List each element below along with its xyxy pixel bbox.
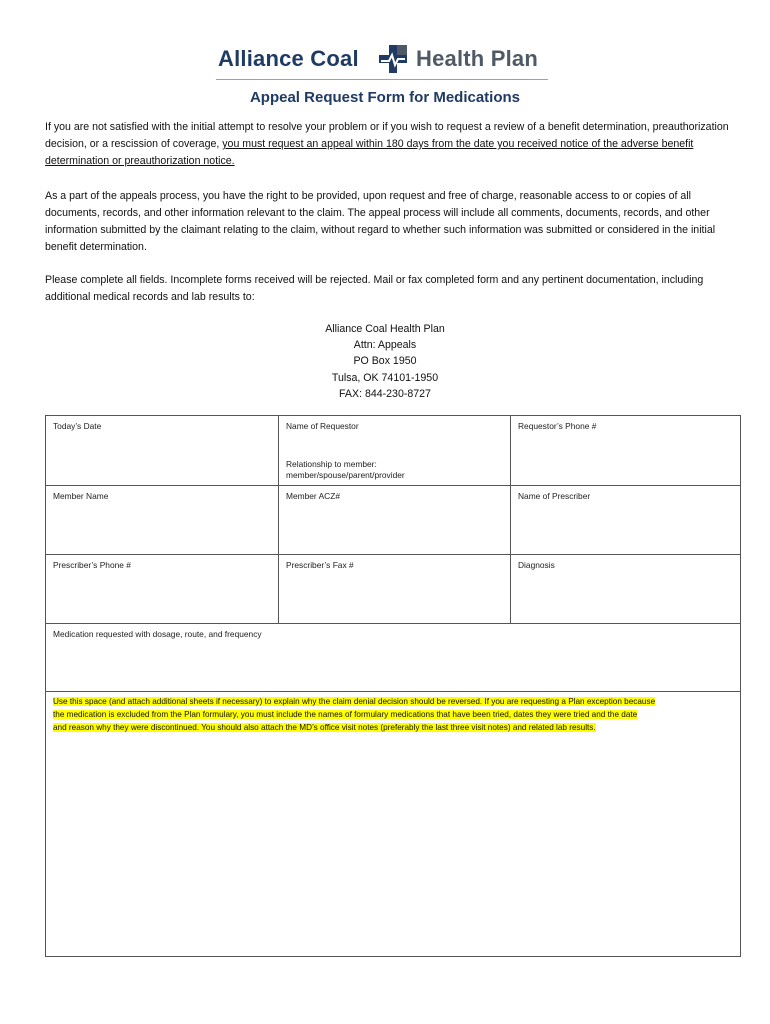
requestor-name-field[interactable] — [279, 416, 510, 485]
relationship-options: member/spouse/parent/provider — [286, 470, 405, 480]
prescriber-name-label: Name of Prescriber — [518, 491, 591, 501]
logo-divider — [216, 79, 548, 80]
diagnosis-label: Diagnosis — [518, 560, 555, 570]
prescriber-fax-field[interactable] — [279, 555, 510, 623]
todays-date-field[interactable] — [46, 416, 278, 485]
intro-paragraph — [45, 119, 735, 170]
requestor-name-label: Name of Requestor — [286, 421, 359, 431]
address-line: PO Box 1950 — [353, 355, 417, 368]
medication-requested-label: Medication requested with dosage, route, and frequency — [53, 629, 262, 639]
explanation-line: Use this space (and attach additional sheets if necessary) to explain why the claim denial decision should be reversed. If you are requesting a Plan exception because — [53, 697, 656, 706]
explanation-line: the medication is excluded from the Plan formulary, you must include the names of formulary medications that have been tried, dates they were tried and the date — [53, 710, 638, 719]
relationship-label: Relationship to member: — [286, 459, 377, 469]
explanation-line: and reason why they were discontinued. You should also attach the MD’s office visit notes (preferably the last three visit notes) and related lab results. — [53, 723, 596, 732]
intro-text: If you are not satisfied with the initial attempt to resolve your problem or if you wish to request a review of a benefit determination, preauthorization decision, or a rescission of coverage, — [45, 121, 729, 150]
diagnosis-field[interactable] — [511, 555, 740, 623]
prescriber-phone-label: Prescriber’s Phone # — [53, 560, 131, 570]
mailing-address — [0, 321, 770, 402]
member-acz-label: Member ACZ# — [286, 491, 340, 501]
prescriber-fax-label: Prescriber’s Fax # — [286, 560, 354, 570]
page-title: Appeal Request Form for Medications — [249, 89, 521, 106]
instructions-paragraph: Please complete all fields. Incomplete forms received will be rejected. Mail or fax completed form and any pertinent documentation, including additional medical records and lab results to: — [45, 274, 704, 303]
intro-deadline-text: you must request an appeal within 180 days from the date you received notice of the adverse benefit determination or preauthorization notice. — [45, 138, 694, 167]
plan-cross-icon — [378, 44, 408, 74]
prescriber-name-field[interactable] — [511, 486, 740, 554]
address-line: Attn: Appeals — [353, 339, 417, 352]
appeals-rights-paragraph: As a part of the appeals process, you have the right to be provided, upon request and free of charge, reasonable access to or copies of all documents, records, and other information relevant to the claim. The appeal process will include all comments, documents, records, and other information submitted by the claimant relating to the claim, without regard to whether such information was submitted or considered in the initial benefit determination. — [45, 190, 716, 253]
address-line: Alliance Coal Health Plan — [325, 323, 445, 335]
logo-right-word: Health Plan — [416, 46, 539, 71]
logo-left-word: Alliance Coal — [218, 46, 359, 71]
member-name-label: Member Name — [53, 491, 109, 501]
plan-logo — [216, 44, 548, 82]
prescriber-phone-field[interactable] — [46, 555, 278, 623]
address-line: Tulsa, OK 74101-1950 — [331, 371, 439, 384]
explanation-field[interactable] — [46, 692, 740, 956]
todays-date-label: Today’s Date — [53, 421, 102, 431]
address-line: FAX: 844-230-8727 — [339, 387, 431, 400]
member-acz-field[interactable] — [279, 486, 510, 554]
requestor-phone-label: Requestor’s Phone # — [518, 421, 597, 431]
requestor-phone-field[interactable] — [511, 416, 740, 485]
appeal-form-table — [45, 415, 741, 957]
member-name-field[interactable] — [46, 486, 278, 554]
medication-requested-field[interactable] — [46, 624, 740, 691]
explanation-instructions — [53, 695, 733, 734]
